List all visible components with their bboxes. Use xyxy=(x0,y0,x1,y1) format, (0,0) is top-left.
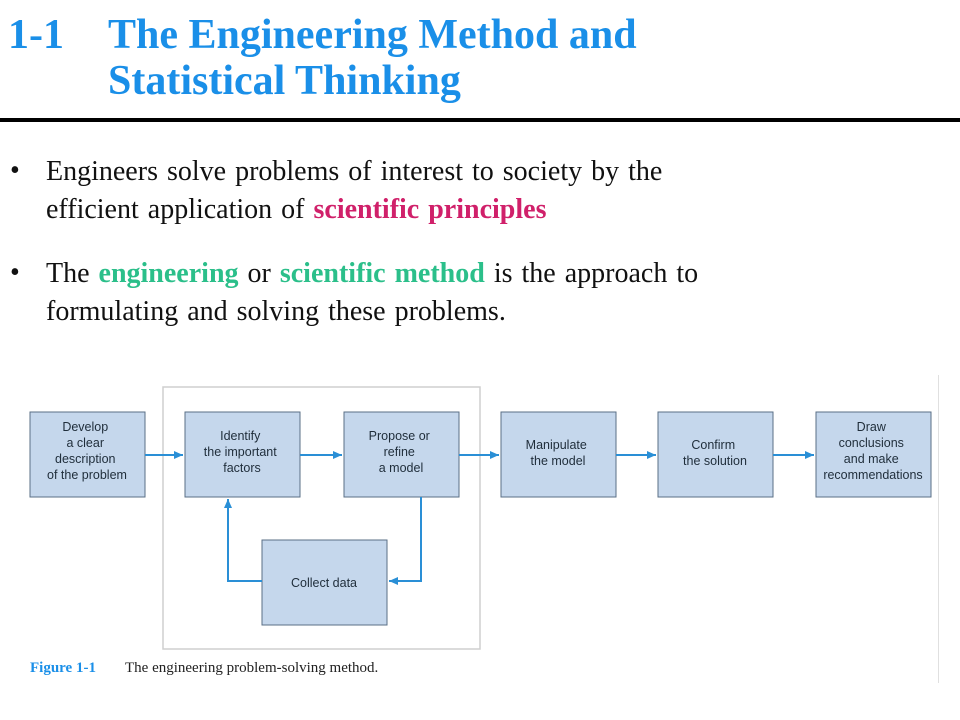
slide-title-number: 1-1 xyxy=(8,12,64,58)
title-divider xyxy=(0,118,960,122)
highlight-engineering: engineering xyxy=(98,258,239,289)
box-confirm-line-1: Confirm xyxy=(691,438,736,452)
box-draw-line-1: Draw xyxy=(856,420,886,434)
figure xyxy=(20,375,939,683)
box-develop-line-2: a clear xyxy=(66,436,105,450)
box-identify-line-2: the important xyxy=(203,445,277,459)
box-develop-line-4: of the problem xyxy=(47,468,127,482)
box-develop-line-3: description xyxy=(55,452,116,466)
bullet-2-line-2: formulating and solving these problems. xyxy=(46,296,506,327)
bullet-marker-1: • xyxy=(10,155,20,186)
figure-caption: The engineering problem-solving method. xyxy=(125,660,379,676)
box-identify-line-3: factors xyxy=(223,461,261,475)
flowchart xyxy=(20,375,938,683)
bullet-1-text: efficient application of xyxy=(46,194,314,225)
slide-title xyxy=(108,12,908,104)
bullet-2-text-mid: or xyxy=(238,258,280,289)
bullet-2-text-post: is the approach to xyxy=(484,258,699,289)
box-collect xyxy=(262,540,387,625)
bullet-1-line-2 xyxy=(46,191,926,229)
box-identify-line-1: Identify xyxy=(220,429,261,443)
box-draw xyxy=(816,412,931,497)
slide-title-line-2: Statistical Thinking xyxy=(108,58,461,104)
box-manipulate-line-2: the model xyxy=(530,454,586,468)
svg-text:Collect data xyxy=(291,576,357,590)
bullet-1-line-1: Engineers solve problems of interest to society by the xyxy=(46,156,663,187)
bullet-2-text-pre: The xyxy=(46,258,99,289)
box-draw-line-4: recommendations xyxy=(823,468,923,482)
box-develop-line-1: Develop xyxy=(62,420,109,434)
highlight-scientific-method: scientific method xyxy=(279,258,485,289)
figure-caption-number: Figure 1-1 xyxy=(30,660,96,676)
box-confirm xyxy=(658,412,773,497)
bullet-marker-2: • xyxy=(10,257,20,288)
slide-title-line-1: The Engineering Method and xyxy=(108,12,637,58)
box-manipulate xyxy=(501,412,616,497)
bullet-2-line-1 xyxy=(46,255,926,293)
box-draw-line-2: conclusions xyxy=(838,436,904,450)
bullet-1 xyxy=(46,153,926,229)
box-draw-line-3: and make xyxy=(843,452,899,466)
box-manipulate-line-1: Manipulate xyxy=(525,438,587,452)
box-develop xyxy=(30,412,145,497)
box-confirm-line-2: the solution xyxy=(683,454,747,468)
arrow-collect-identify xyxy=(228,499,262,581)
box-propose xyxy=(344,412,459,497)
box-propose-line-1: Propose or xyxy=(368,429,430,443)
box-propose-line-3: a model xyxy=(378,461,424,475)
box-propose-line-2: refine xyxy=(383,445,415,459)
box-identify xyxy=(185,412,300,497)
arrow-propose-collect xyxy=(389,497,421,581)
box-collect-line-1: Collect data xyxy=(290,576,358,590)
bullet-2 xyxy=(46,255,926,331)
highlight-scientific-principles: scientific principles xyxy=(313,194,547,225)
